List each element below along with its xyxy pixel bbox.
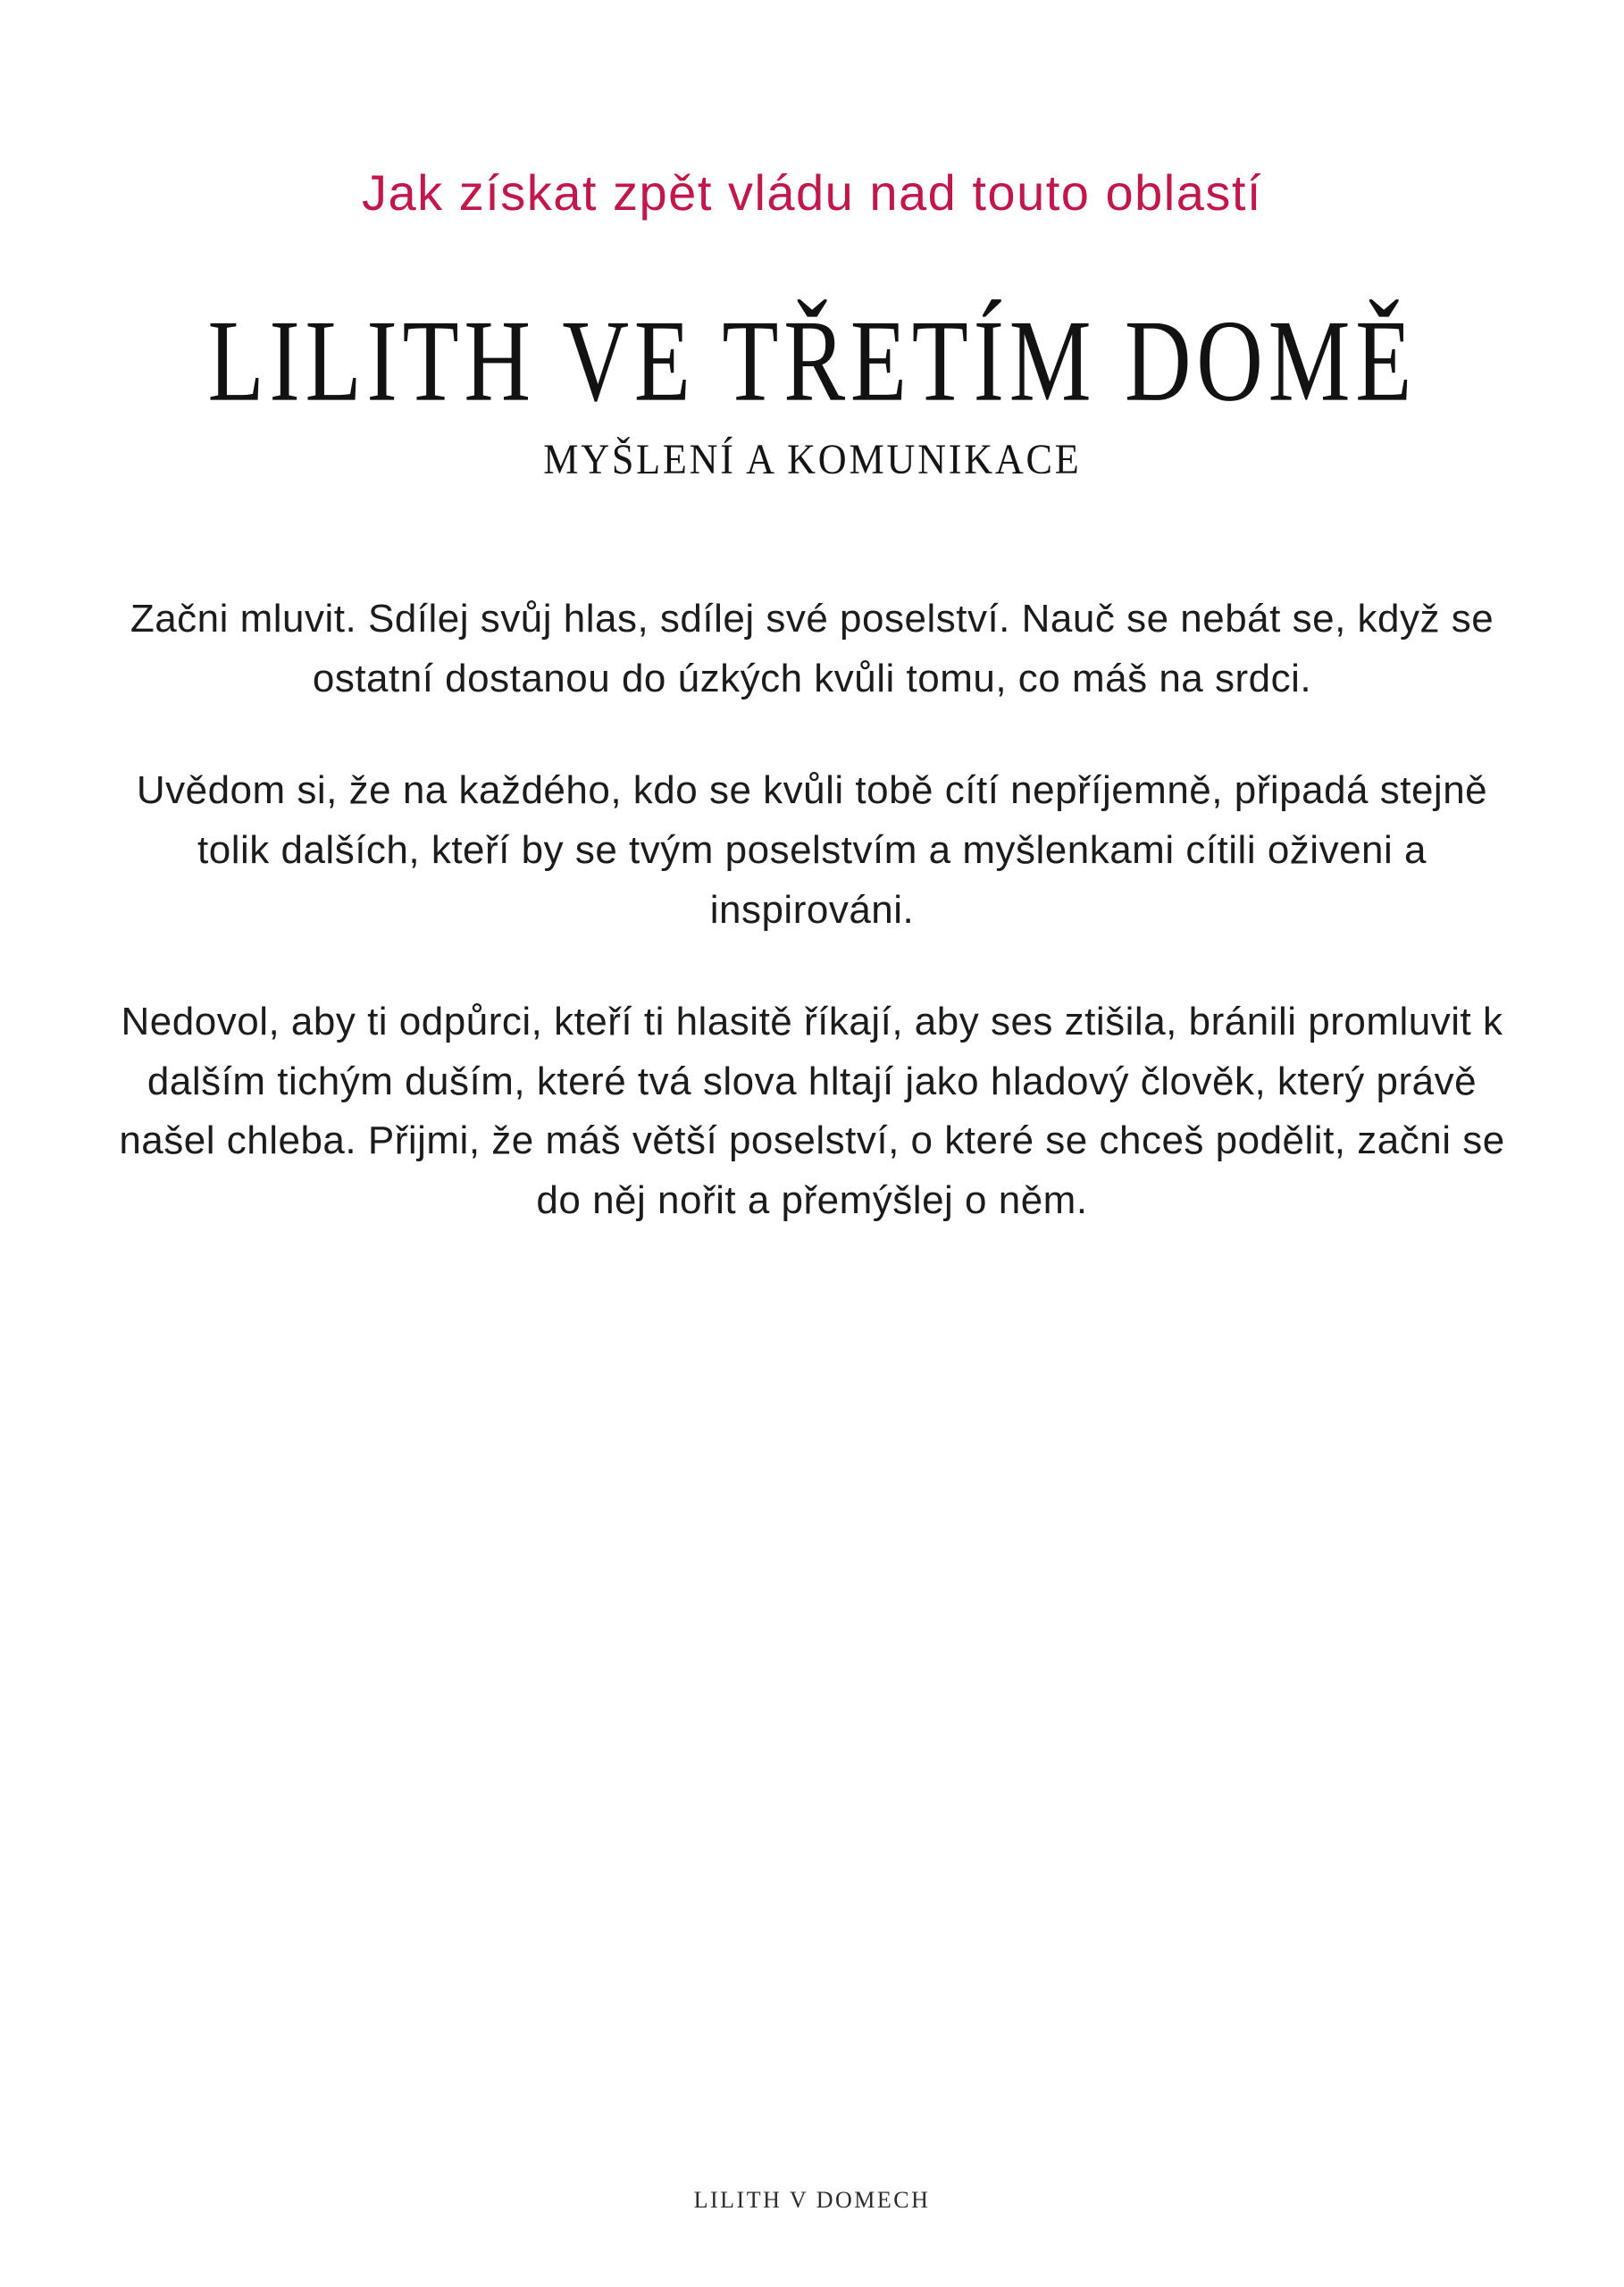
page-subtitle: MYŠLENÍ A KOMUNIKACE [542, 436, 1082, 484]
body-text [111, 590, 1513, 1231]
paragraph-2: Uvědom si, že na každého, kdo se kvůli tobě cítí nepříjemně, připadá stejně tolik dalších, kteří by se tvým poselstvím a myšlenkami cítili oživeni a inspirováni. [136, 768, 1488, 932]
footer-label: LILITH V DOMECH [693, 2187, 931, 2213]
paragraph-3: Nedovol, aby ti odpůrci, kteří ti hlasitě říkají, aby ses ztišila, bránili promluvit k dalším tichým duším, které tvá slova hltají jako hladový člověk, který právě našel chleba. Přijmi, že máš větší poselství, o které se chceš podělit, začni se do něj nořit a přemýšlej o něm. [119, 999, 1505, 1223]
eyebrow-heading: Jak získat zpět vládu nad touto oblastí [362, 164, 1262, 221]
paragraph-1: Začni mluvit. Sdílej svůj hlas, sdílej své poselství. Nauč se nebát se, když se ostatní dostanou do úzkých kvůli tomu, co máš na srdci. [130, 597, 1494, 701]
page-title: LILITH VE TŘETÍM DOMĚ [207, 297, 1417, 426]
title-container [0, 297, 1624, 426]
subtitle-container [0, 435, 1624, 484]
